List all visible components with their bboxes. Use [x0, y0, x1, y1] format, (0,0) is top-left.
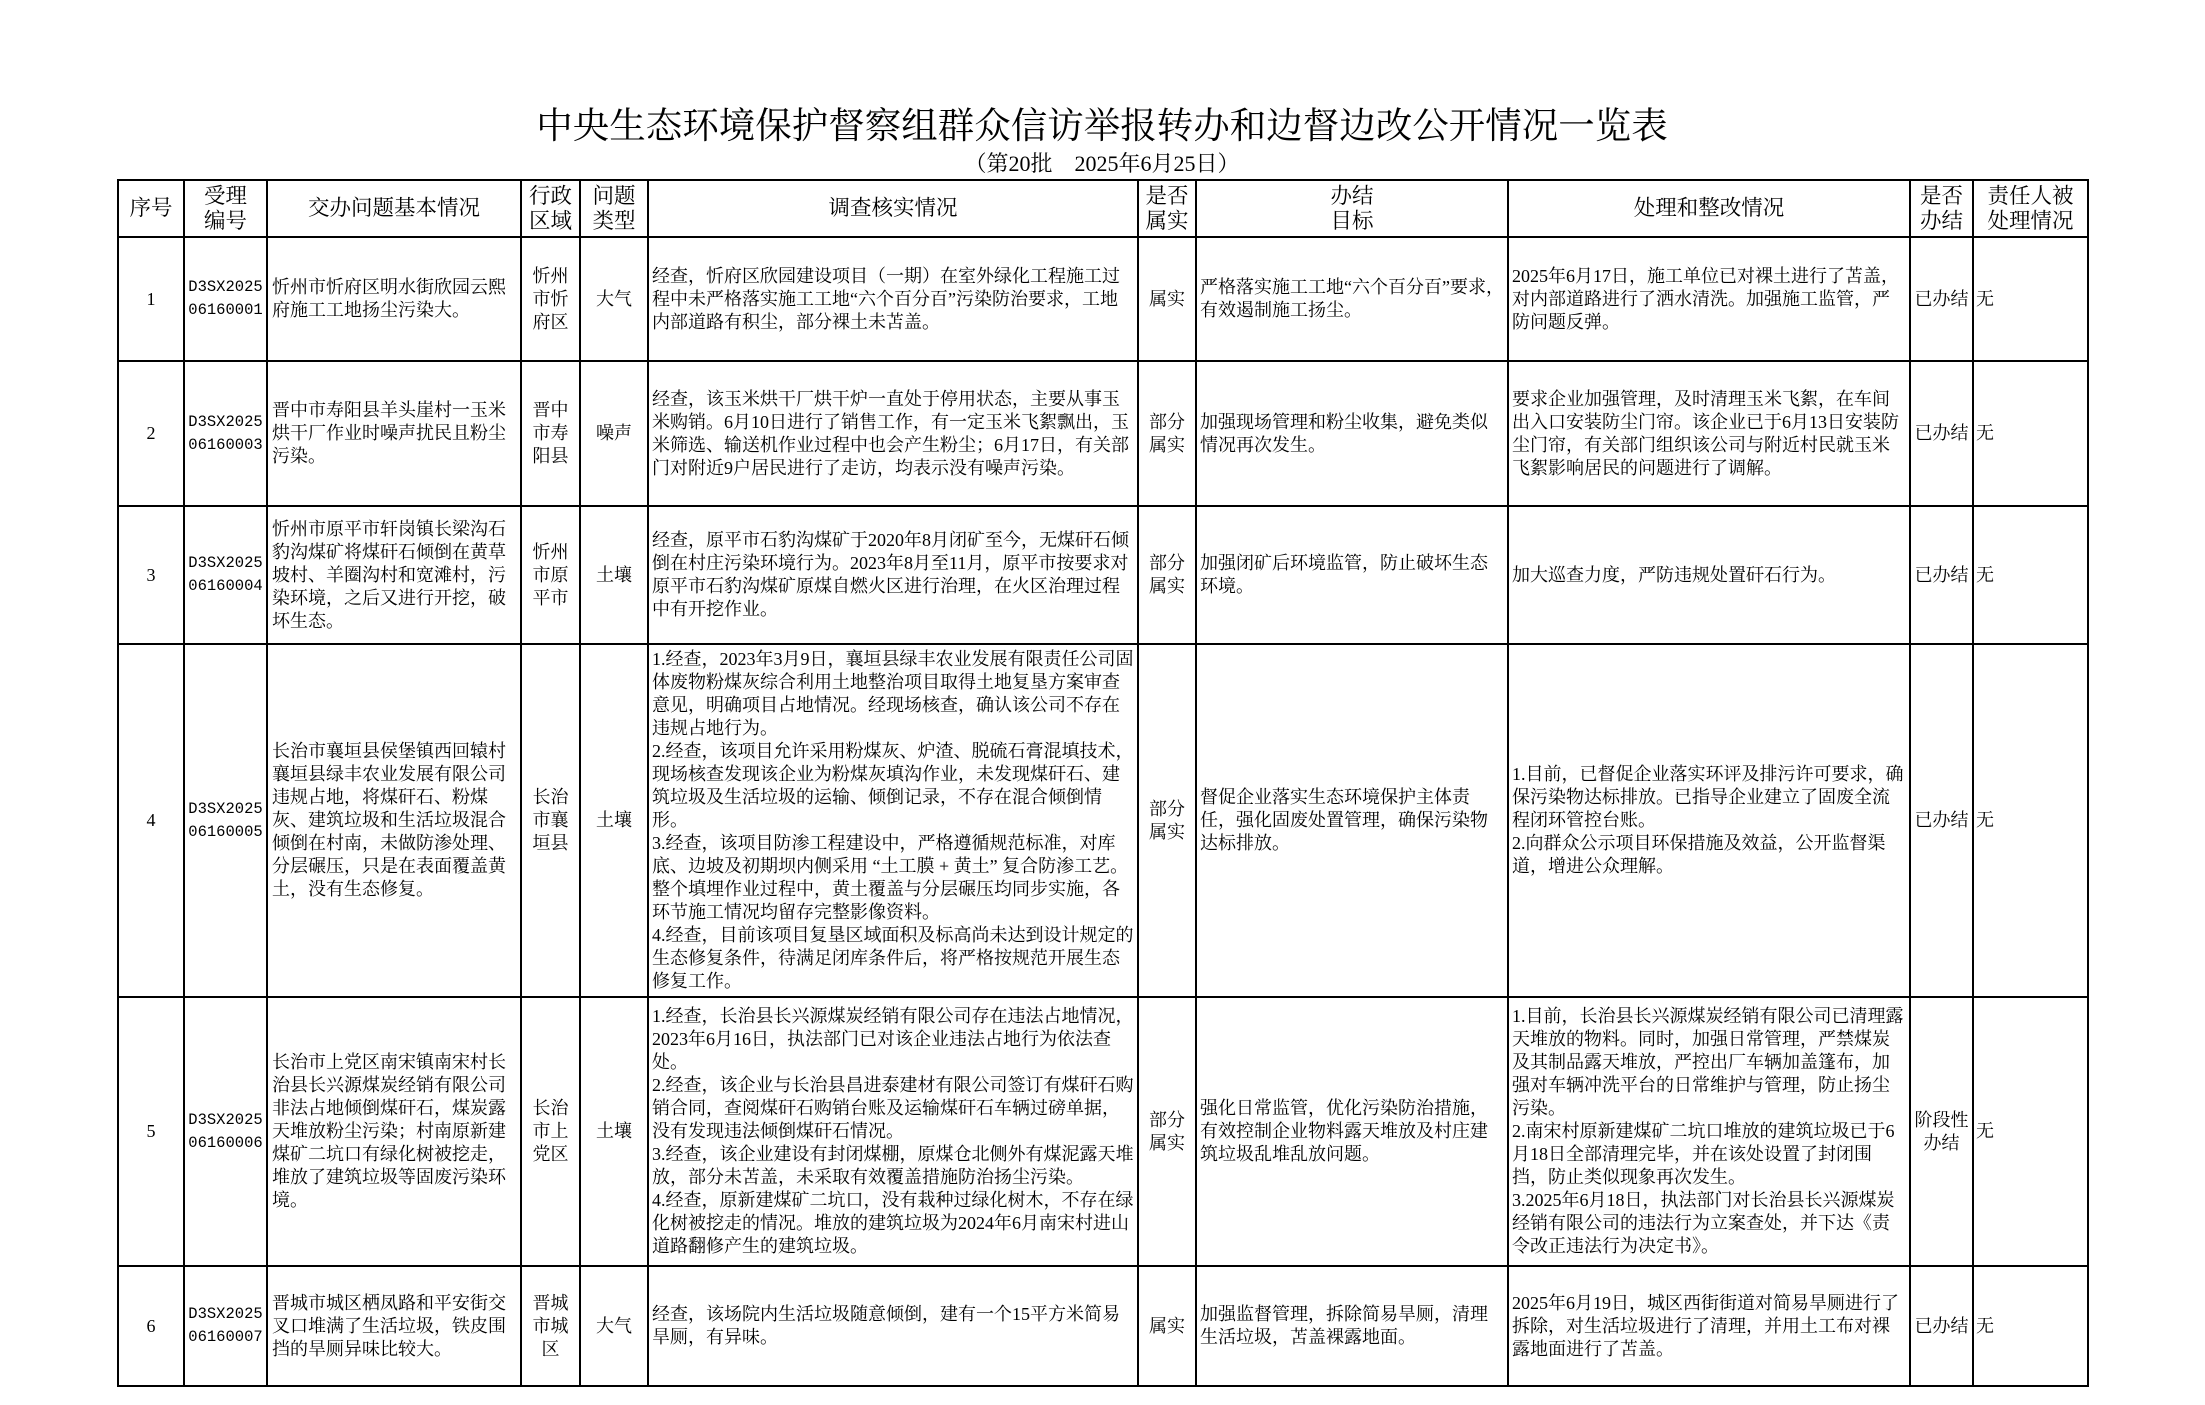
column-header-accountability [1973, 180, 2088, 237]
header-line: 交办问题基本情况 [307, 196, 480, 220]
table-header-row [118, 180, 2088, 237]
cell-closed: 已办结 [1910, 644, 1973, 997]
cell-seq: 2 [118, 361, 184, 506]
cell-issue: 长治市襄垣县侯堡镇西回辕村襄垣县绿丰农业发展有限公司违规占地，将煤矸石、粉煤灰、建筑垃圾和生活垃圾混合倾倒在村南，未做防渗处理、分层碾压，只是在表面覆盖黄土，没有生态修复。 [267, 644, 521, 997]
cell-goal: 督促企业落实生态环境保护主体责任，强化固废处置管理，确保污染物达标排放。 [1196, 644, 1508, 997]
cell-accountability: 无 [1973, 997, 2088, 1266]
cell-closed: 已办结 [1910, 237, 1973, 361]
cell-accountability: 无 [1973, 644, 2088, 997]
cell-verified: 属实 [1138, 1266, 1196, 1386]
table-row [118, 361, 2088, 506]
document-subtitle: （第20批 2025年6月25日） [964, 151, 1240, 176]
cell-accountability: 无 [1973, 361, 2088, 506]
cell-type: 大气 [580, 237, 648, 361]
cell-region: 忻州市原平市 [521, 506, 580, 644]
cell-case-id: D3SX202506160005 [184, 644, 267, 997]
header-line: 是否 [1145, 183, 1189, 208]
header-line: 责任人被 [1987, 183, 2074, 208]
header-line: 处理和整改情况 [1633, 196, 1785, 220]
column-header-seq [118, 180, 184, 237]
report-table [117, 179, 2089, 1387]
cell-verified: 部分属实 [1138, 997, 1196, 1266]
column-header-investigation [648, 180, 1138, 237]
column-header-region [521, 180, 580, 237]
cell-rectification: 1.目前，长治县长兴源煤炭经销有限公司已清理露天堆放的物料。同时，加强日常管理，严禁煤炭及其制品露天堆放，严控出厂车辆加盖篷布，加强对车辆冲洗平台的日常维护与管理，防止扬尘污染。 2.南宋村原新建煤矿二坑口堆放的建筑垃圾已于6月18日全部清理完毕，并在该处设置了封闭围挡，防止类似现象再次发生。 3.2025年6月18日，执法部门对长治县长兴源煤炭经销有限公司的违法行为立案查处，并下达《责令改正违法行为决定书》。 [1508, 997, 1910, 1266]
header-line: 处理情况 [1987, 208, 2074, 233]
cell-rectification: 2025年6月17日，施工单位已对裸土进行了苫盖，对内部道路进行了洒水清洗。加强施工监管，严防问题反弹。 [1508, 237, 1910, 361]
cell-verified: 属实 [1138, 237, 1196, 361]
header-line: 行政 [528, 183, 572, 208]
cell-rectification: 要求企业加强管理，及时清理玉米飞絮，在车间出入口安装防尘门帘。该企业已于6月13日安装防尘门帘，有关部门组织该公司与附近村民就玉米飞絮影响居民的问题进行了调解。 [1508, 361, 1910, 506]
header-line: 区域 [528, 208, 572, 233]
cell-seq: 6 [118, 1266, 184, 1386]
header-line: 目标 [1330, 208, 1374, 233]
cell-investigation: 1.经查，2023年3月9日，襄垣县绿丰农业发展有限责任公司固体废物粉煤灰综合利用土地整治项目取得土地复垦方案审查意见，明确项目占地情况。经现场核查，确认该公司不存在违规占地行为。 2.经查，该项目允许采用粉煤灰、炉渣、脱硫石膏混填技术，现场核查发现该企业为粉煤灰填沟作业，未发现煤矸石、建筑垃圾及生活垃圾的运输、倾倒记录，不存在混合倾倒情形。 3.经查，该项目防渗工程建设中，严格遵循规范标准，对库底、边坡及初期坝内侧采用 “土工膜 + 黄土” 复合防渗工艺。整个填埋作业过程中，黄土覆盖与分层碾压均同步实施，各环节施工情况均留存完整影像资料。 4.经查，目前该项目复垦区域面积及标高尚未达到设计规定的生态修复条件，待满足闭库条件后，将严格按规范开展生态修复工作。 [648, 644, 1138, 997]
header-line: 办结 [1919, 208, 1963, 233]
cell-verified: 部分属实 [1138, 361, 1196, 506]
header-line: 类型 [592, 208, 636, 233]
cell-type: 土壤 [580, 506, 648, 644]
column-header-rectification [1508, 180, 1910, 237]
cell-investigation: 经查，原平市石豹沟煤矿于2020年8月闭矿至今，无煤矸石倾倒在村庄污染环境行为。2023年8月至11月，原平市按要求对原平市石豹沟煤矿原煤自燃火区进行治理，在火区治理过程中有开挖作业。 [648, 506, 1138, 644]
cell-seq: 5 [118, 997, 184, 1266]
cell-investigation: 1.经查，长治县长兴源煤炭经销有限公司存在违法占地情况，2023年6月16日，执法部门已对该企业违法占地行为依法查处。 2.经查，该企业与长治县昌进泰建材有限公司签订有煤矸石购销合同，查阅煤矸石购销台账及运输煤矸石车辆过磅单据，没有发现违法倾倒煤矸石情况。 3.经查，该企业建设有封闭煤棚，原煤仓北侧外有煤泥露天堆放，部分未苫盖，未采取有效覆盖措施防治扬尘污染。 4.经查，原新建煤矿二坑口，没有栽种过绿化树木，不存在绿化树被挖走的情况。堆放的建筑垃圾为2024年6月南宋村进山道路翻修产生的建筑垃圾。 [648, 997, 1138, 1266]
column-header-issue [267, 180, 521, 237]
cell-case-id: D3SX202506160007 [184, 1266, 267, 1386]
cell-issue: 忻州市忻府区明水街欣园云熙府施工工地扬尘污染大。 [267, 237, 521, 361]
column-header-type [580, 180, 648, 237]
cell-rectification: 2025年6月19日，城区西街街道对简易旱厕进行了拆除，对生活垃圾进行了清理，并用土工布对裸露地面进行了苫盖。 [1508, 1266, 1910, 1386]
column-header-goal [1196, 180, 1508, 237]
cell-closed: 已办结 [1910, 506, 1973, 644]
table-row [118, 997, 2088, 1266]
cell-rectification: 1.目前，已督促企业落实环评及排污许可要求，确保污染物达标排放。已指导企业建立了固废全流程闭环管控台账。 2.向群众公示项目环保措施及效益，公开监督渠道，增进公众理解。 [1508, 644, 1910, 997]
cell-investigation: 经查，忻府区欣园建设项目（一期）在室外绿化工程施工过程中未严格落实施工工地“六个百分百”污染防治要求，工地内部道路有积尘，部分裸土未苫盖。 [648, 237, 1138, 361]
header-line: 编号 [203, 208, 247, 233]
document-title: 中央生态环境保护督察组群众信访举报转办和边督边改公开情况一览表 [536, 105, 1668, 146]
cell-case-id: D3SX202506160004 [184, 506, 267, 644]
cell-region: 长治市襄垣县 [521, 644, 580, 997]
cell-accountability: 无 [1973, 1266, 2088, 1386]
cell-goal: 严格落实施工工地“六个百分百”要求，有效遏制施工扬尘。 [1196, 237, 1508, 361]
cell-accountability: 无 [1973, 237, 2088, 361]
cell-issue: 长治市上党区南宋镇南宋村长治县长兴源煤炭经销有限公司非法占地倾倒煤矸石，煤炭露天堆放粉尘污染；村南原新建煤矿二坑口有绿化树被挖走，堆放了建筑垃圾等固废污染环境。 [267, 997, 521, 1266]
table-row [118, 506, 2088, 644]
cell-investigation: 经查，该场院内生活垃圾随意倾倒，建有一个15平方米简易旱厕，有异味。 [648, 1266, 1138, 1386]
cell-closed: 已办结 [1910, 1266, 1973, 1386]
cell-goal: 加强闭矿后环境监管，防止破坏生态环境。 [1196, 506, 1508, 644]
cell-region: 忻州市忻府区 [521, 237, 580, 361]
cell-goal: 加强监督管理，拆除简易旱厕，清理生活垃圾，苫盖裸露地面。 [1196, 1266, 1508, 1386]
cell-closed: 已办结 [1910, 361, 1973, 506]
header-line: 序号 [129, 196, 173, 220]
cell-issue: 晋中市寿阳县羊头崖村一玉米烘干厂作业时噪声扰民且粉尘污染。 [267, 361, 521, 506]
cell-closed: 阶段性办结 [1910, 997, 1973, 1266]
header-line: 属实 [1145, 208, 1189, 233]
cell-case-id: D3SX202506160001 [184, 237, 267, 361]
cell-rectification: 加大巡查力度，严防违规处置矸石行为。 [1508, 506, 1910, 644]
cell-case-id: D3SX202506160003 [184, 361, 267, 506]
header-line: 受理 [203, 183, 247, 208]
cell-verified: 部分属实 [1138, 506, 1196, 644]
column-header-case-id [184, 180, 267, 237]
cell-type: 土壤 [580, 644, 648, 997]
cell-goal: 强化日常监管，优化污染防治措施，有效控制企业物料露天堆放及村庄建筑垃圾乱堆乱放问题。 [1196, 997, 1508, 1266]
cell-seq: 3 [118, 506, 184, 644]
cell-investigation: 经查，该玉米烘干厂烘干炉一直处于停用状态，主要从事玉米购销。6月10日进行了销售工作，有一定玉米飞絮飘出，玉米筛选、输送机作业过程中也会产生粉尘；6月17日，有关部门对附近9户居民进行了走访，均表示没有噪声污染。 [648, 361, 1138, 506]
cell-case-id: D3SX202506160006 [184, 997, 267, 1266]
cell-region: 长治市上党区 [521, 997, 580, 1266]
header-line: 是否 [1919, 183, 1963, 208]
header-line: 问题 [592, 183, 636, 208]
column-header-verified [1138, 180, 1196, 237]
cell-seq: 4 [118, 644, 184, 997]
cell-seq: 1 [118, 237, 184, 361]
cell-type: 大气 [580, 1266, 648, 1386]
table-row [118, 237, 2088, 361]
cell-accountability: 无 [1973, 506, 2088, 644]
header-line: 办结 [1330, 183, 1374, 208]
cell-goal: 加强现场管理和粉尘收集，避免类似情况再次发生。 [1196, 361, 1508, 506]
cell-type: 噪声 [580, 361, 648, 506]
cell-issue: 忻州市原平市轩岗镇长梁沟石豹沟煤矿将煤矸石倾倒在黄草坡村、羊圈沟村和宽滩村，污染环境，之后又进行开挖，破坏生态。 [267, 506, 521, 644]
cell-issue: 晋城市城区栖凤路和平安街交叉口堆满了生活垃圾，铁皮围挡的旱厕异味比较大。 [267, 1266, 521, 1386]
table-row [118, 644, 2088, 997]
column-header-closed [1910, 180, 1973, 237]
header-line: 调查核实情况 [828, 196, 958, 220]
cell-region: 晋城市城区 [521, 1266, 580, 1386]
cell-region: 晋中市寿阳县 [521, 361, 580, 506]
cell-verified: 部分属实 [1138, 644, 1196, 997]
cell-type: 土壤 [580, 997, 648, 1266]
table-row [118, 1266, 2088, 1386]
